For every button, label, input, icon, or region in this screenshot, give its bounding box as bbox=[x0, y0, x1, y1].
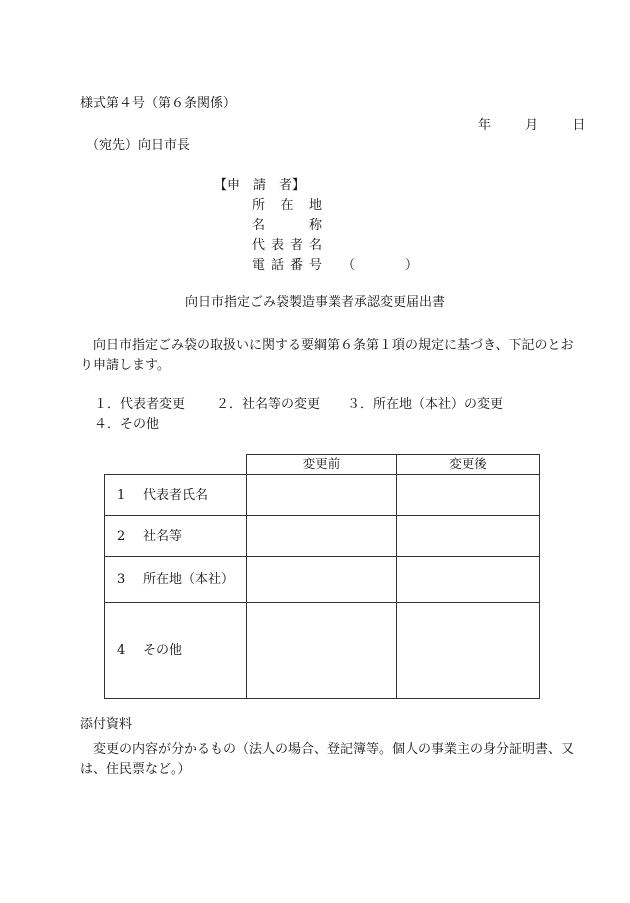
cell-after-address[interactable] bbox=[397, 557, 540, 603]
row-number: 4 bbox=[117, 643, 126, 658]
char: 者 bbox=[289, 238, 303, 253]
table-row bbox=[105, 557, 540, 603]
table-header-row bbox=[105, 455, 540, 475]
row-number: 1 bbox=[117, 487, 126, 503]
char: 名 bbox=[252, 218, 266, 233]
date-month-label: 月 bbox=[525, 118, 539, 133]
char: 表 bbox=[270, 238, 284, 253]
date-day-label: 日 bbox=[572, 118, 586, 133]
row-label-representative bbox=[105, 475, 247, 516]
row-number: 2 bbox=[117, 528, 126, 544]
option-other: ４．その他 bbox=[94, 417, 160, 432]
table-row bbox=[105, 603, 540, 699]
option-address-change: ３．所在地（本社）の変更 bbox=[347, 397, 504, 412]
option-company-name-change: ２．社名等の変更 bbox=[216, 397, 321, 412]
phone-close-paren: ） bbox=[404, 258, 418, 273]
cell-before-other[interactable] bbox=[247, 603, 397, 699]
table-header-before: 変更前 bbox=[247, 455, 397, 475]
attachments-text: 変更の内容が分かるもの（法人の場合、登記簿等。個人の事業主の身分証明書、又は、住民票など。） bbox=[80, 742, 575, 777]
phone-open-paren: （ bbox=[342, 258, 356, 273]
char: 名 bbox=[308, 238, 322, 253]
cell-after-other[interactable] bbox=[397, 603, 540, 699]
cell-before-company-name[interactable] bbox=[247, 516, 397, 557]
char: 在 bbox=[280, 198, 294, 213]
char: 号 bbox=[308, 258, 322, 273]
table-header-after: 変更後 bbox=[397, 455, 540, 475]
applicant-heading: 【申 請 者】 bbox=[214, 178, 306, 193]
change-table bbox=[104, 454, 540, 699]
body-text: 向日市指定ごみ袋の取扱いに関する要綱第６条第１項の規定に基づき、下記のとおり申請します。 bbox=[80, 338, 574, 373]
char: 電 bbox=[252, 258, 266, 273]
applicant-field-name bbox=[252, 219, 322, 232]
row-number: 3 bbox=[117, 572, 126, 587]
char: 称 bbox=[308, 218, 322, 233]
form-number: 様式第４号（第６条関係） bbox=[80, 96, 237, 111]
applicant-field-phone bbox=[252, 259, 322, 272]
attachments-title: 添付資料 bbox=[80, 717, 133, 732]
document-title: 向日市指定ごみ袋製造事業者承認変更届出書 bbox=[184, 295, 445, 310]
row-label-text: 代表者氏名 bbox=[143, 487, 209, 503]
char: 代 bbox=[252, 238, 266, 253]
option-representative-change: １．代表者変更 bbox=[94, 397, 186, 412]
char: 話 bbox=[270, 258, 284, 273]
applicant-field-address bbox=[252, 199, 322, 212]
char: 地 bbox=[308, 198, 322, 213]
table-header-blank bbox=[105, 455, 247, 475]
row-label-text: 所在地（本社） bbox=[143, 572, 235, 587]
addressee: （宛先）向日市長 bbox=[86, 138, 191, 153]
cell-before-representative[interactable] bbox=[247, 475, 397, 516]
row-label-other bbox=[105, 603, 247, 699]
row-label-text: その他 bbox=[143, 643, 183, 658]
row-label-company-name bbox=[105, 516, 247, 557]
table-row bbox=[105, 516, 540, 557]
char: 所 bbox=[252, 198, 266, 213]
date-line bbox=[478, 119, 585, 132]
cell-after-company-name[interactable] bbox=[397, 516, 540, 557]
row-label-text: 社名等 bbox=[143, 528, 183, 544]
row-label-address bbox=[105, 557, 247, 603]
table-row bbox=[105, 475, 540, 516]
applicant-field-representative bbox=[252, 239, 322, 252]
cell-after-representative[interactable] bbox=[397, 475, 540, 516]
char: 番 bbox=[289, 258, 303, 273]
phone-parentheses bbox=[342, 259, 418, 272]
cell-before-address[interactable] bbox=[247, 557, 397, 603]
date-year-label: 年 bbox=[478, 118, 492, 133]
